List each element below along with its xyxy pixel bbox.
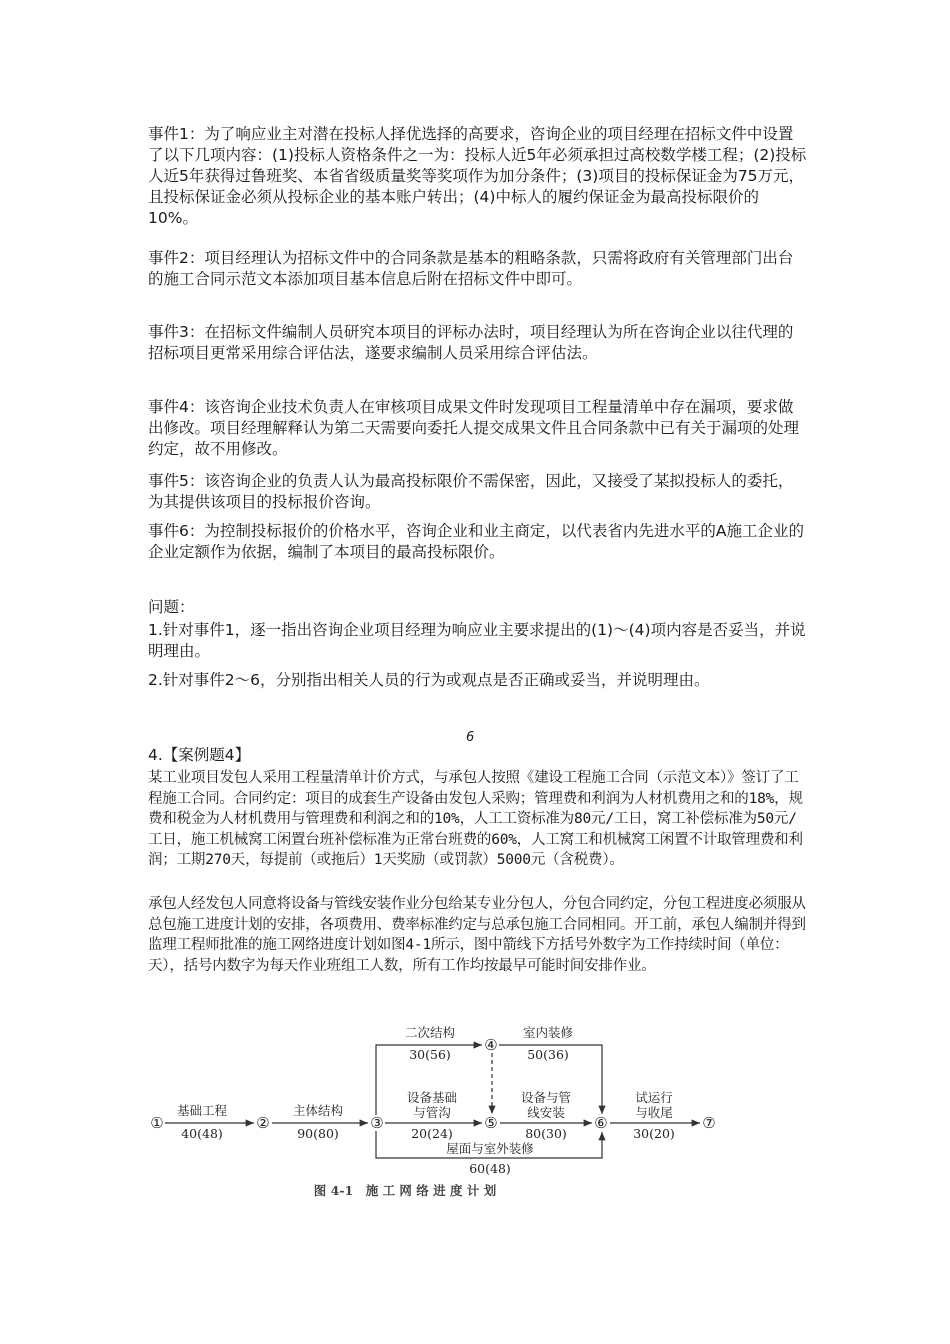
case-paragraph-2: 承包人经发包人同意将设备与管线安装作业分包给某专业分包人，分包合同约定，分包工程进度必须服从总包施工进度计划的安排，各项费用、费率标准约定与总承包施工合同相同。开工前，承包人编制并得到监理工程师批准的施工网络进度计划如图4-1所示，图中箭线下方括号外数字为工作持续时间（单位：天），括号内数字为每天作业班组工人数，所有工作均按最早可能时间安排作业。 xyxy=(148,896,806,974)
activity-trial-run-duration: 30(20) xyxy=(633,1126,675,1141)
activity-secondary-structure-name: 二次结构 xyxy=(404,1025,456,1040)
node-2: ② xyxy=(256,1114,270,1132)
node-3: ③ xyxy=(370,1114,384,1132)
question-1: 1.针对事件1，逐一指出咨询企业项目经理为响应业主要求提出的(1)～(4)项内容是否妥当，并说明理由。 xyxy=(148,621,806,660)
activity-trial-run-name-2: 与收尾 xyxy=(635,1105,673,1120)
event-1: 事件1：为了响应业主对潜在投标人择优选择的高要求，咨询企业的项目经理在招标文件中设置了以下几项内容：(1)投标人资格条件之一为：投标人近5年必须承担过高校数学楼工程；(2)投标人近5年获得过鲁班奖、本省省级质量奖等奖项作为加分条件；(3)项目的投标保证金为75万元，且投标保证金必须从投标企业的基本账户转出；(4)中标人的履约保证金为最高投标限价的10%。 xyxy=(148,125,807,227)
node-7: ⑦ xyxy=(702,1114,716,1132)
case-paragraph-1: 某工业项目发包人采用工程量清单计价方式，与承包人按照《建设工程施工合同（示范文本）》签订了工程施工合同。合同约定：项目的成套生产设备由发包人采购；管理费和利润为人材机费用之和的18%，规费和税金为人材机费用与管理费和利润之和的10%，人工工资标准为80元/工日，窝工补偿标准为50元/工日，施工机械窝工闲置台班补偿标准为正常台班费的60%，人工窝工和机械窝工闲置不计取管理费和利润；工期270天，每提前（或拖后）1天奖励（或罚款）5000元（含税费）。 xyxy=(148,770,803,868)
activity-interior-name: 室内装修 xyxy=(522,1025,574,1040)
event-5: 事件5：该咨询企业的负责人认为最高投标限价不需保密，因此，又接受了某拟投标人的委托，为其提供该项目的投标报价咨询。 xyxy=(148,472,794,511)
activity-trial-run-name-1: 试运行 xyxy=(635,1090,673,1105)
activity-foundation-duration: 40(48) xyxy=(181,1126,223,1141)
page-mark: 6 xyxy=(466,730,475,745)
diagram-caption: 图 4-1 施 工 网 络 进 度 计 划 xyxy=(313,1183,497,1198)
activity-equipment-foundation-name-2: 与管沟 xyxy=(413,1105,451,1120)
question-2: 2.针对事件2～6，分别指出相关人员的行为或观点是否正确或妥当，并说明理由。 xyxy=(148,671,710,689)
case-title: 4.【案例题4】 xyxy=(148,746,251,764)
event-4: 事件4：该咨询企业技术负责人在审核项目成果文件时发现项目工程量清单中存在漏项，要求做出修改。项目经理解释认为第二天需要向委托人提交成果文件且合同条款中已有关于漏项的处理约定，故不用修改。 xyxy=(148,398,800,458)
activity-equipment-install-name-2: 线安装 xyxy=(527,1105,565,1120)
activity-main-structure-name: 主体结构 xyxy=(292,1103,344,1118)
event-3: 事件3：在招标文件编制人员研究本项目的评标办法时，项目经理认为所在咨询企业以往代理的招标项目更常采用综合评估法，遂要求编制人员采用综合评估法。 xyxy=(148,323,794,362)
activity-foundation-name: 基础工程 xyxy=(176,1103,228,1118)
node-6: ⑥ xyxy=(594,1114,608,1132)
event-2: 事件2：项目经理认为招标文件中的合同条款是基本的粗略条款，只需将政府有关管理部门出台的施工合同示范文本添加项目基本信息后附在招标文件中即可。 xyxy=(148,249,794,288)
activity-interior-duration: 50(36) xyxy=(527,1047,569,1062)
activity-equipment-foundation-name-1: 设备基础 xyxy=(406,1090,458,1105)
activity-roofing-name: 屋面与室外装修 xyxy=(446,1141,534,1156)
event-6: 事件6：为控制投标报价的价格水平，咨询企业和业主商定，以代表省内先进水平的A施工企业的企业定额作为依据，编制了本项目的最高投标限价。 xyxy=(148,522,804,561)
activity-roofing-duration: 60(48) xyxy=(469,1161,511,1176)
network-schedule-diagram xyxy=(140,1015,740,1205)
activity-secondary-structure-duration: 30(56) xyxy=(409,1047,451,1062)
activity-main-structure-duration: 90(80) xyxy=(297,1126,339,1141)
activity-equipment-install-duration: 80(30) xyxy=(525,1126,567,1141)
questions-heading: 问题： xyxy=(148,598,195,616)
node-4: ④ xyxy=(484,1036,498,1054)
activity-equipment-foundation-duration: 20(24) xyxy=(411,1126,453,1141)
node-5: ⑤ xyxy=(484,1114,498,1132)
node-1: ① xyxy=(150,1114,164,1132)
activity-equipment-install-name-1: 设备与管 xyxy=(520,1090,572,1105)
